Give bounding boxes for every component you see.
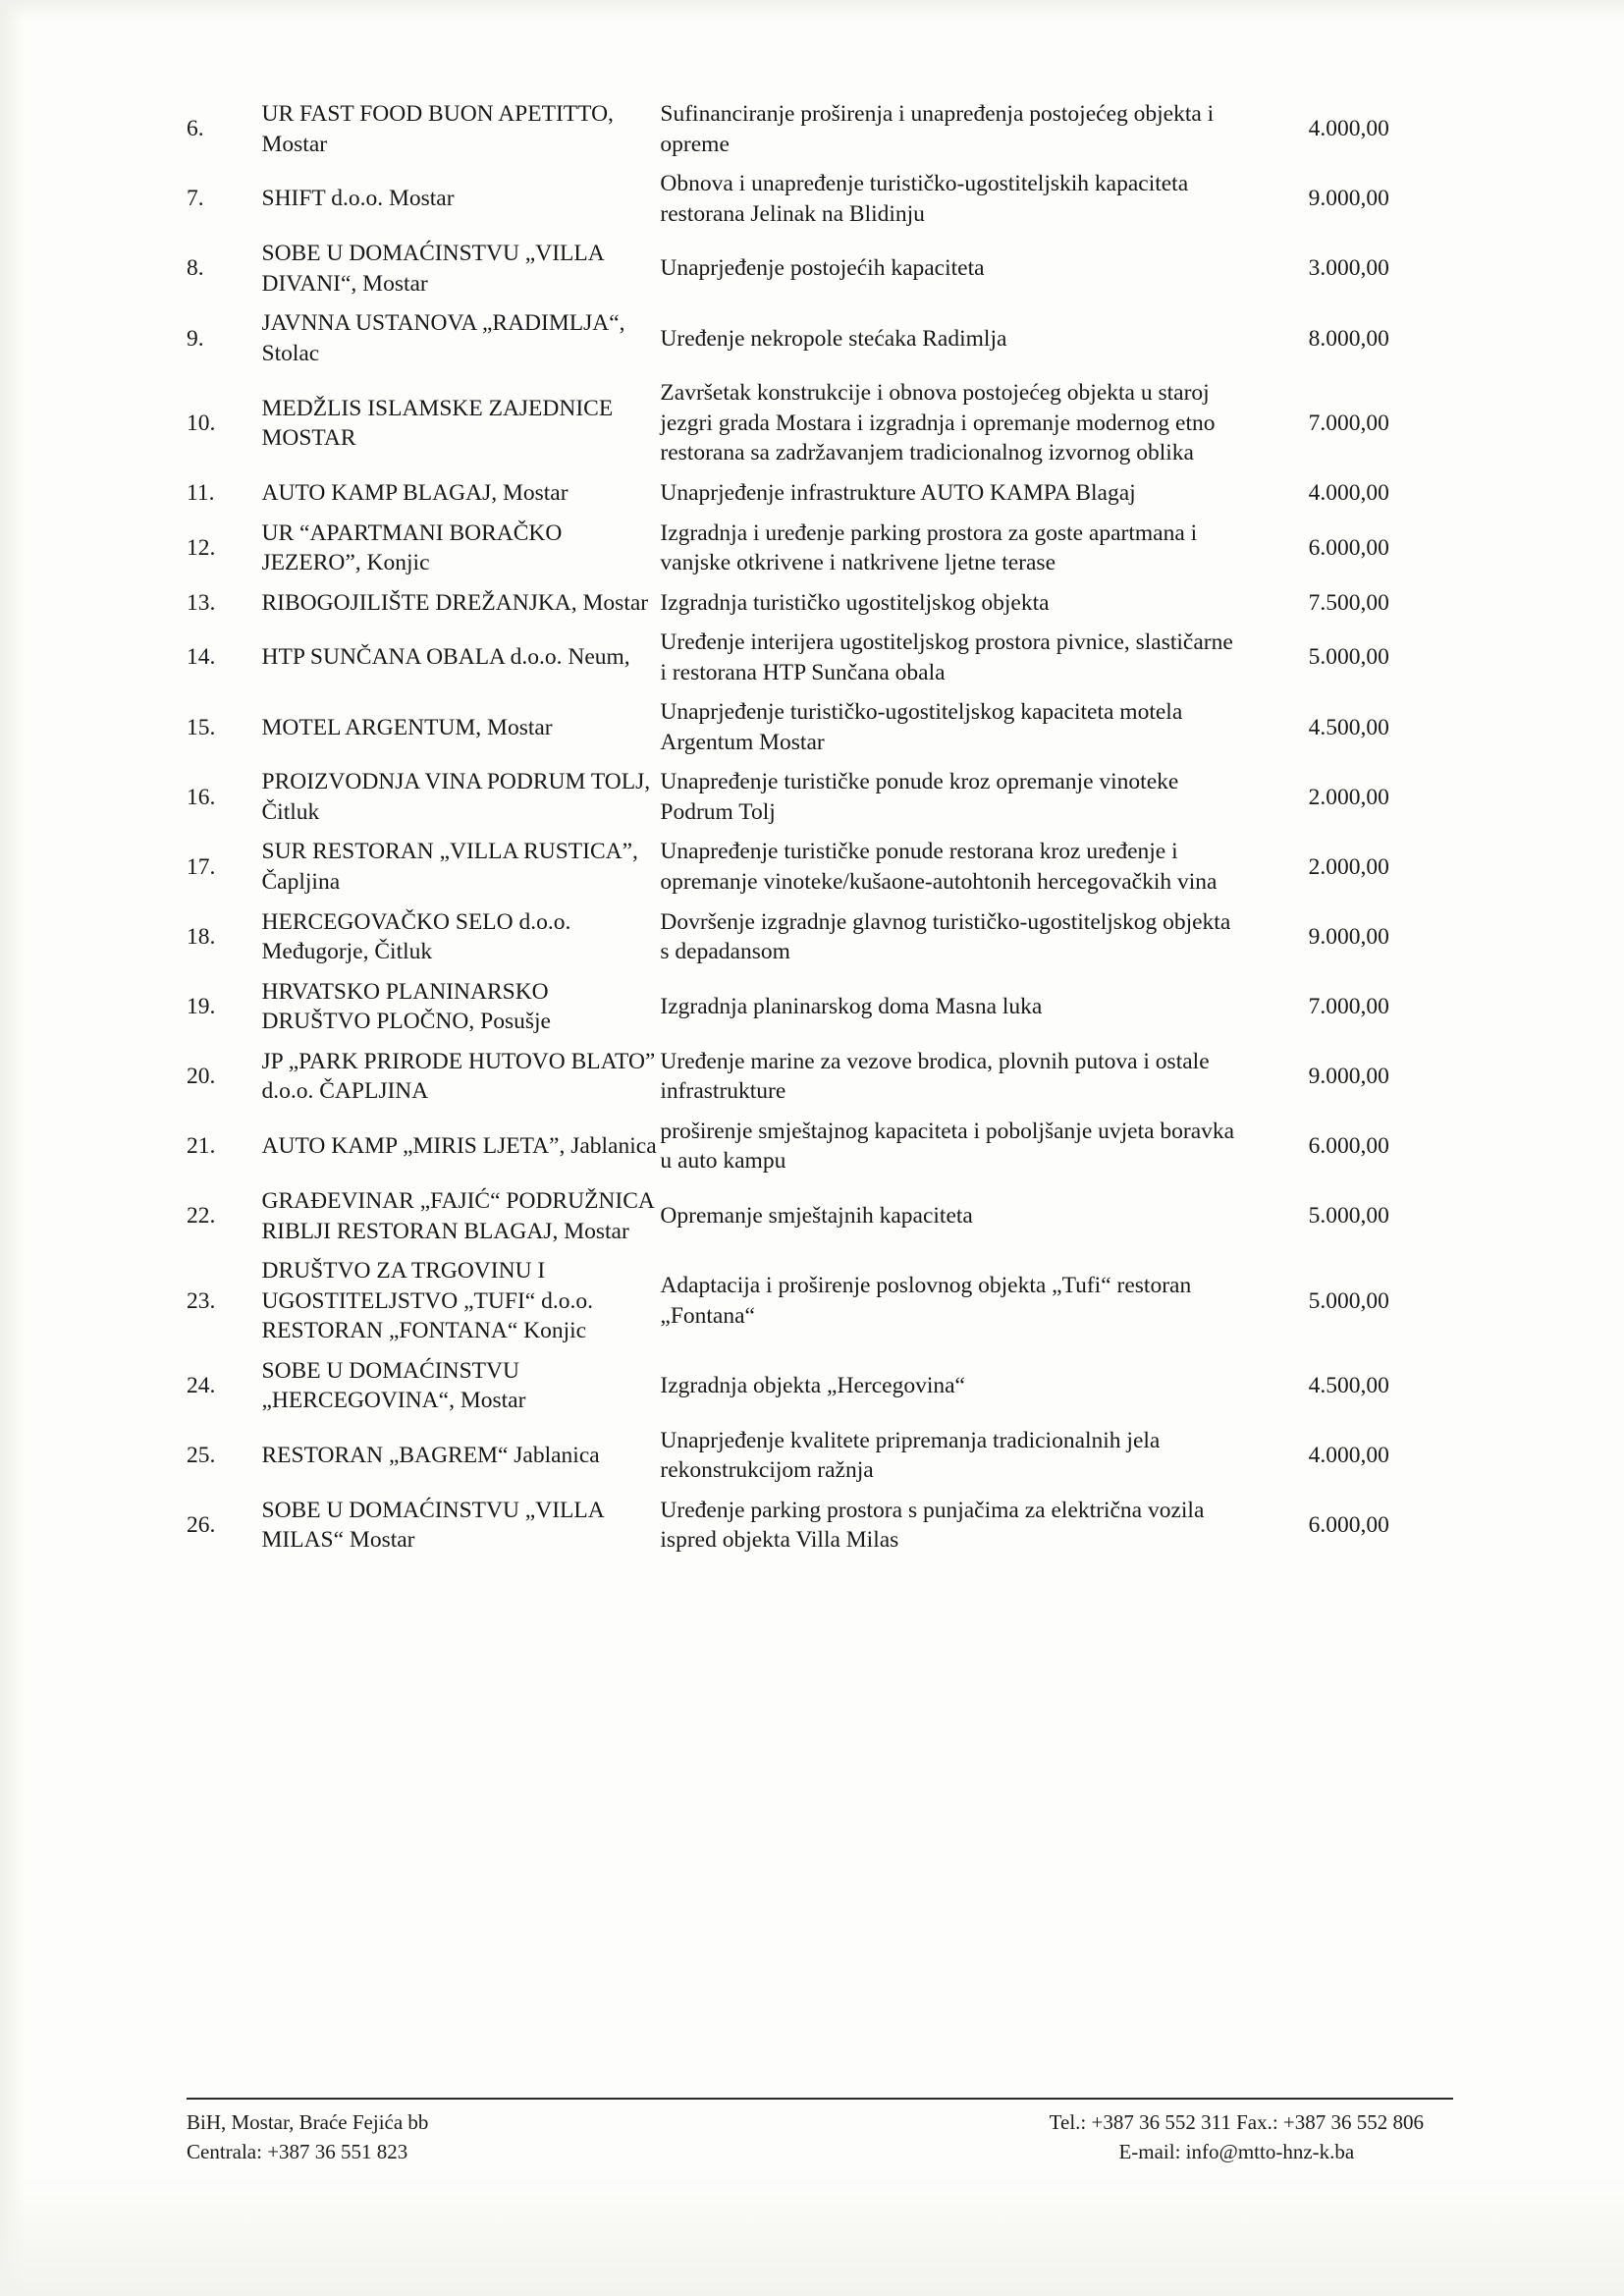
row-number: 13. [187, 589, 216, 616]
table-row [187, 164, 1453, 234]
row-number: 7. [187, 186, 204, 212]
row-number: 15. [187, 714, 216, 740]
table-row [187, 1251, 1453, 1351]
row-number: 14. [187, 644, 216, 671]
row-amount: 3.000,00 [1308, 255, 1389, 282]
scan-edge-top [0, 0, 1624, 20]
grant-table [187, 94, 1453, 1560]
row-beneficiary-name: SOBE U DOMAĆINSTVU „VILLA MILAS“ Mostar [261, 1497, 604, 1554]
row-beneficiary-name: MEDŽLIS ISLAMSKE ZAJEDNICE MOSTAR [261, 395, 614, 452]
table-row [187, 514, 1453, 583]
row-beneficiary-name: HRVATSKO PLANINARSKO DRUŠTVO PLOČNO, Posušje [261, 978, 551, 1035]
row-purpose: Unaprjeđenje turističko-ugostiteljskog kapaciteta motela Argentum Mostar [660, 699, 1183, 755]
table-row [187, 1112, 1453, 1181]
row-number: 24. [187, 1372, 216, 1398]
row-purpose: Izgradnja planinarskog doma Masna luka [660, 993, 1043, 1019]
row-purpose: Dovršenje izgradnje glavnog turističko-ugostiteljskog objekta s depadansom [660, 908, 1231, 965]
row-amount: 7.000,00 [1308, 993, 1389, 1019]
row-purpose: Uređenje parking prostora s punjačima za električna vozila ispred objekta Villa Milas [660, 1497, 1205, 1554]
row-amount: 4.500,00 [1308, 1372, 1389, 1398]
scan-edge-bottom [0, 2178, 1624, 2296]
row-beneficiary-name: HTP SUNČANA OBALA d.o.o. Neum, [261, 644, 630, 671]
row-beneficiary-name: SOBE U DOMAĆINSTVU „VILLA DIVANI“, Mostar [261, 241, 604, 297]
row-beneficiary-name: SHIFT d.o.o. Mostar [261, 186, 455, 212]
row-purpose: Adaptacija i proširenje poslovnog objekta „Tufi“ restoran „Fontana“ [660, 1273, 1192, 1329]
row-beneficiary-name: AUTO KAMP „MIRIS LJETA”, Jablanica [261, 1133, 657, 1160]
row-number: 25. [187, 1443, 216, 1469]
table-row [187, 762, 1453, 832]
table-row [187, 832, 1453, 902]
table-row [187, 1351, 1453, 1421]
row-amount: 4.000,00 [1308, 1443, 1389, 1469]
row-number: 8. [187, 255, 204, 282]
row-amount: 5.000,00 [1308, 1287, 1389, 1314]
row-purpose: Uređenje nekropole stećaka Radimlja [660, 325, 1007, 352]
table-row [187, 972, 1453, 1042]
row-amount: 6.000,00 [1308, 1133, 1389, 1160]
footer-contact-line2: E-mail: info@mtto-hnz-k.ba [1118, 2140, 1355, 2164]
row-number: 12. [187, 534, 216, 561]
row-number: 23. [187, 1287, 216, 1314]
row-purpose: Unapređenje turističke ponude restorana kroz uređenje i opremanje vinoteke/kušaone-autohtonih hercegovačkih vina [660, 839, 1218, 896]
row-number: 17. [187, 853, 216, 880]
row-beneficiary-name: AUTO KAMP BLAGAJ, Mostar [261, 480, 568, 507]
row-number: 19. [187, 993, 216, 1019]
row-beneficiary-name: JAVNNA USTANOVA „RADIMLJA“, Stolac [261, 310, 625, 366]
row-number: 6. [187, 116, 204, 142]
table-row [187, 583, 1453, 624]
row-beneficiary-name: RIBOGOJILIŠTE DREŽANJKA, Mostar [261, 589, 649, 616]
table-row [187, 303, 1453, 373]
table-row [187, 94, 1453, 164]
table-row [187, 1421, 1453, 1491]
table-row [187, 623, 1453, 692]
row-purpose: Izgradnja turističko ugostiteljskog objekta [660, 589, 1050, 616]
row-purpose: Sufinanciranje proširenja i unapređenja postojećeg objekta i opreme [660, 101, 1215, 157]
row-beneficiary-name: GRAĐEVINAR „FAJIĆ“ PODRUŽNICA RIBLJI RESTORAN BLAGAJ, Mostar [261, 1187, 654, 1244]
row-amount: 9.000,00 [1308, 1064, 1389, 1090]
row-purpose: Izgradnja objekta „Hercegovina“ [660, 1372, 965, 1398]
row-beneficiary-name: JP „PARK PRIRODE HUTOVO BLATO” d.o.o. ČAPLJINA [261, 1048, 656, 1105]
row-purpose: Unaprjeđenje postojećih kapaciteta [660, 255, 985, 282]
row-amount: 7.000,00 [1308, 410, 1389, 436]
row-number: 22. [187, 1203, 216, 1230]
table-row [187, 902, 1453, 972]
row-purpose: Izgradnja i uređenje parking prostora za goste apartmana i vanjske otkrivene i natkrivene ljetne terase [660, 519, 1198, 576]
row-purpose: Unapređenje turističke ponude kroz opremanje vinoteke Podrum Tolj [660, 769, 1179, 825]
row-beneficiary-name: SOBE U DOMAĆINSTVU „HERCEGOVINA“, Mostar [261, 1357, 526, 1414]
table-row [187, 1042, 1453, 1112]
row-number: 11. [187, 480, 215, 507]
row-purpose: Uređenje marine za vezove brodica, plovnih putova i ostale infrastrukture [660, 1048, 1210, 1105]
scan-edge-left [0, 0, 26, 2296]
table-row [187, 1491, 1453, 1560]
footer-address-line1: BiH, Mostar, Braće Fejića bb [187, 2110, 429, 2134]
row-amount: 9.000,00 [1308, 186, 1389, 212]
row-beneficiary-name: HERCEGOVAČKO SELO d.o.o. Međugorje, Čitluk [261, 908, 571, 965]
row-amount: 4.000,00 [1308, 116, 1389, 142]
row-number: 16. [187, 784, 216, 810]
row-beneficiary-name: MOTEL ARGENTUM, Mostar [261, 714, 553, 740]
row-beneficiary-name: RESTORAN „BAGREM“ Jablanica [261, 1443, 600, 1469]
row-purpose: Uređenje interijera ugostiteljskog prostora pivnice, slastičarne i restorana HTP Sunčana obala [660, 629, 1233, 685]
footer-address-line2: Centrala: +387 36 551 823 [187, 2140, 408, 2164]
row-beneficiary-name: SUR RESTORAN „VILLA RUSTICA”, Čapljina [261, 839, 638, 896]
row-purpose: Unaprjeđenje kvalitete pripremanja tradicionalnih jela rekonstrukcijom ražnja [660, 1427, 1161, 1484]
row-amount: 8.000,00 [1308, 325, 1389, 352]
row-purpose: Opremanje smještajnih kapaciteta [660, 1203, 973, 1230]
table-row [187, 1181, 1453, 1251]
row-amount: 2.000,00 [1308, 784, 1389, 810]
row-beneficiary-name: UR “APARTMANI BORAČKO JEZERO”, Konjic [261, 519, 563, 576]
footer-contact [1050, 2107, 1453, 2167]
table-row [187, 234, 1453, 303]
row-beneficiary-name: DRUŠTVO ZA TRGOVINU I UGOSTITELJSTVO „TUFI“ d.o.o. RESTORAN „FONTANA“ Konjic [261, 1258, 593, 1344]
row-purpose: Unaprjeđenje infrastrukture AUTO KAMPA Blagaj [660, 480, 1136, 507]
row-amount: 2.000,00 [1308, 853, 1389, 880]
grant-table-container [187, 94, 1453, 1560]
row-purpose: Obnova i unapređenje turističko-ugostiteljskih kapaciteta restorana Jelinak na Blidinju [660, 171, 1189, 227]
row-amount: 5.000,00 [1308, 644, 1389, 671]
row-amount: 6.000,00 [1308, 534, 1389, 561]
row-purpose: proširenje smještajnog kapaciteta i poboljšanje uvjeta boravka u auto kampu [660, 1118, 1235, 1175]
row-number: 21. [187, 1133, 216, 1160]
table-row [187, 473, 1453, 514]
row-amount: 4.000,00 [1308, 480, 1389, 507]
row-purpose: Završetak konstrukcije i obnova postojećeg objekta u staroj jezgri grada Mostara i izgradnja i opremanje modernog etno restorana sa zadržavanjem tradicionalnog izvornog oblika [660, 380, 1216, 466]
row-beneficiary-name: UR FAST FOOD BUON APETITTO, Mostar [261, 101, 614, 157]
row-amount: 5.000,00 [1308, 1203, 1389, 1230]
row-beneficiary-name: PROIZVODNJA VINA PODRUM TOLJ, Čitluk [261, 769, 651, 825]
row-number: 18. [187, 923, 216, 950]
page-footer [187, 2098, 1453, 2167]
footer-address [187, 2107, 428, 2167]
table-row [187, 692, 1453, 762]
row-number: 20. [187, 1064, 216, 1090]
row-amount: 6.000,00 [1308, 1512, 1389, 1539]
row-amount: 7.500,00 [1308, 589, 1389, 616]
row-number: 26. [187, 1512, 216, 1539]
row-number: 10. [187, 410, 216, 436]
row-number: 9. [187, 325, 204, 352]
row-amount: 4.500,00 [1308, 714, 1389, 740]
table-row [187, 373, 1453, 473]
row-amount: 9.000,00 [1308, 923, 1389, 950]
footer-contact-line1: Tel.: +387 36 552 311 Fax.: +387 36 552 806 [1049, 2110, 1424, 2134]
